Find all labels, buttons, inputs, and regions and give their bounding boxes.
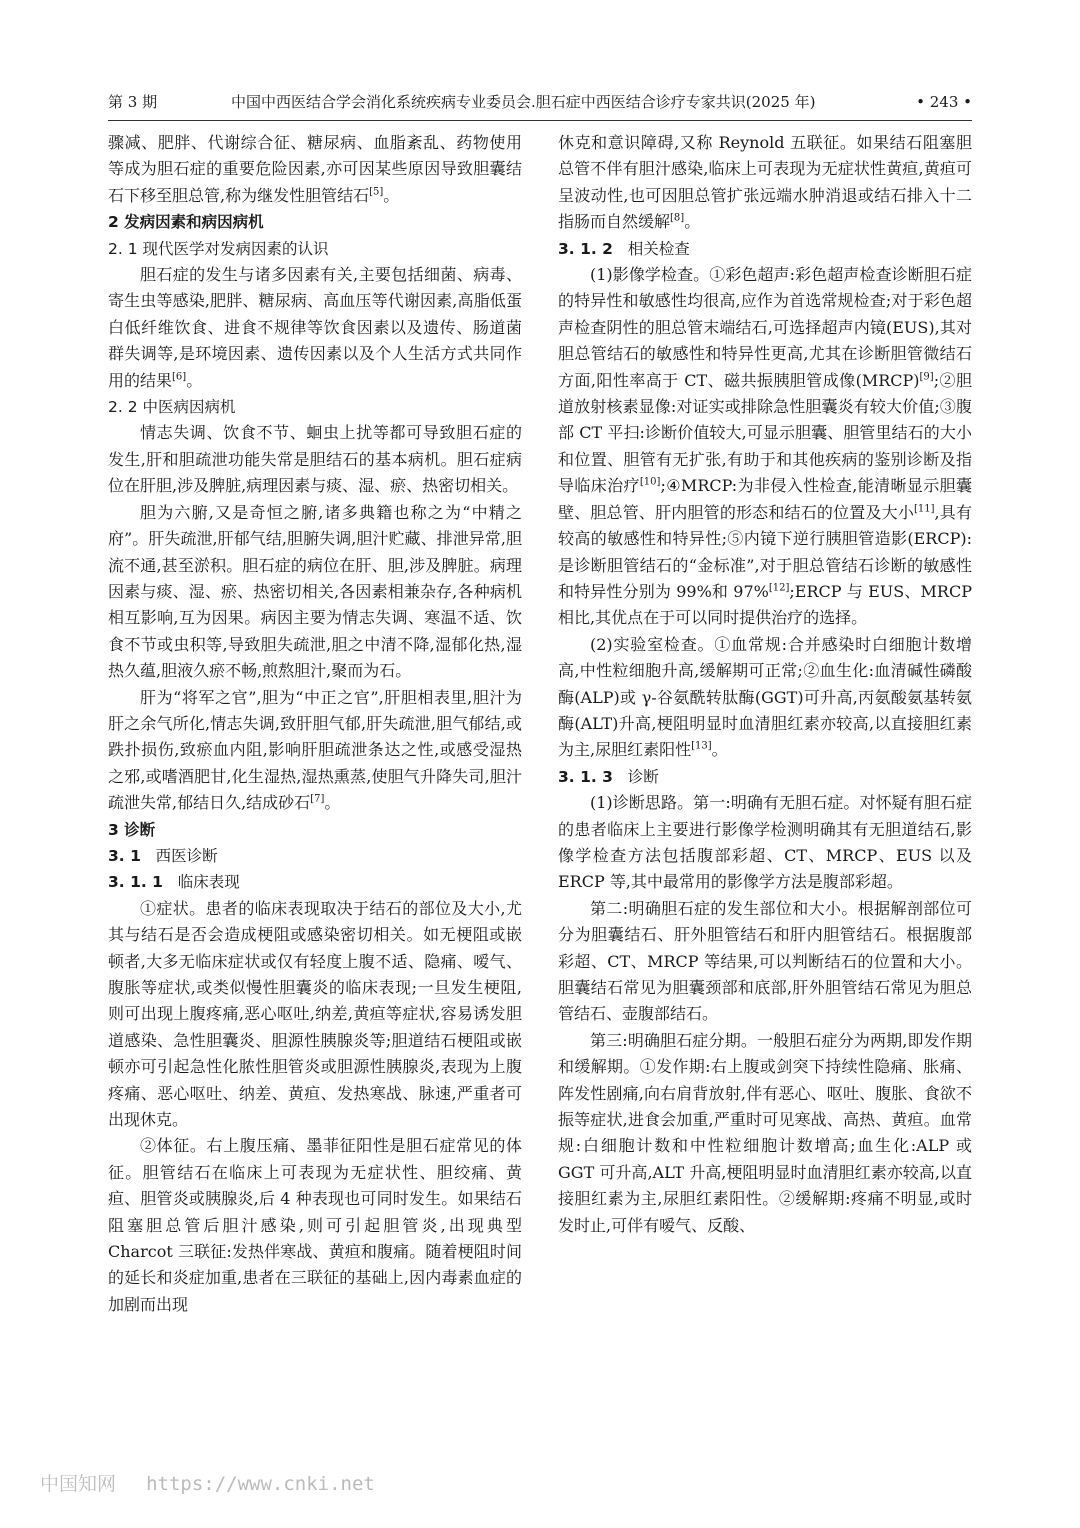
subsubsection-heading: 3. 1. 1 临床表现 [108, 873, 240, 892]
paragraph: 第三:明确胆石症分期。一般胆石症分为两期,即发作期和缓解期。①发作期:右上腹或剑突下持续性隐痛、胀痛、阵发性剧痛,向右肩背放射,伴有恶心、呕吐、腹胀、食欲不振等症状,进食会加重,严重时可见寒战、高热、黄疸。血常规:白细胞计数和中性粒细胞计数增高;血生化:ALP 或 GGT 可升高,ALT 升高,梗阻明显时血清胆红素亦较高,以直接胆红素为主,尿胆红素阳性。②缓解期:疼痛不明显,或时发时止,可伴有嗳气、反酸、 [558, 1030, 972, 1235]
watermark [40, 1472, 375, 1496]
paragraph: 胆石症的发生与诸多因素有关,主要包括细菌、病毒、寄生虫等感染,肥胖、糖尿病、高血压等代谢因素,高脂低蛋白低纤维饮食、进食不规律等饮食因素以及遗传、肠道菌群失调等,是环境因素、遗传因素以及个人生活方式共同作用的结果[6]。 [108, 265, 522, 390]
paragraph: ①症状。患者的临床表现取决于结石的部位及大小,尤其与结石是否会造成梗阻或感染密切相关。如无梗阻或嵌顿者,大多无临床症状或仅有轻度上腹不适、隐痛、嗳气、腹胀等症状,或类似慢性胆囊炎的临床表现;一旦发生梗阻,则可出现上腹疼痛,恶心呕吐,纳差,黄疸等症状,容易诱发胆道感染、急性胆囊炎、胆源性胰腺炎等;胆道结石梗阻或嵌顿亦可引起急性化脓性胆管炎或胆源性胰腺炎,表现为上腹疼痛、恶心呕吐、纳差、黄疸、发热寒战、脉速,严重者可出现休克。 [108, 898, 522, 1130]
page-number: • 243 • [916, 93, 972, 111]
paragraph: 肝为“将军之官”,胆为“中正之官”,肝胆相表里,胆汁为肝之余气所化,情志失调,致肝胆气郁,肝失疏泄,胆气郁结,或跌扑损伤,致瘀血内阻,影响肝胆疏泄条达之性,或感受湿热之邪,或嗜酒肥甘,化生湿热,湿热熏蒸,使胆气升降失司,胆汁疏泄失常,郁结日久,结成砂石[7]。 [108, 687, 522, 813]
section-heading: 3 诊断 [108, 820, 156, 839]
watermark-url[interactable]: https://www.cnki.net [146, 1473, 375, 1495]
paragraph: (1)影像学检查。①彩色超声:彩色超声检查诊断胆石症的特异性和敏感性均很高,应作为首选常规检查;对于彩色超声检查阴性的胆总管末端结石,可选择超声内镜(EUS),其对胆总管结石的敏感性和特异性更高,尤其在诊断胆管微结石方面,阳性率高于 CT、磁共振胰胆管成像(MRCP)[9];②胆道放射核素显像:对证实或排除急性胆囊炎有较大价值;③腹部 CT 平扫:诊断价值较大,可显示胆囊、胆管里结石的大小和位置、胆管有无扩张,有助于和其他疾病的鉴别诊断及指导临床治疗[10];④MRCP:为非侵入性检查,能清晰显示胆囊壁、胆总管、肝内胆管的形态和结石的位置及大小[11],具有较高的敏感性和特异性;⑤内镜下逆行胰胆管造影(ERCP):是诊断胆管结石的“金标准”,对于胆总管结石诊断的敏感性和特异性分别为 99%和 97%[12];ERCP 与 EUS、MRCP 相比,其优点在于可以同时提供治疗的选择。 [558, 265, 972, 628]
subsubsection-heading: 3. 1. 2 相关检查 [558, 239, 690, 258]
citation[interactable]: [5] [369, 186, 384, 198]
citation[interactable]: [7] [310, 793, 325, 805]
citation[interactable]: [9] [919, 371, 934, 383]
paragraph: ②体征。右上腹压痛、墨菲征阳性是胆石症常见的体征。胆管结石在临床上可表现为无症状性、胆绞痛、黄疸、胆管炎或胰腺炎,后 4 种表现也可同时发生。如果结石阻塞胆总管后胆汁感染,则可引起胆管炎,出现典型 Charcot 三联征:发热伴寒战、黄疸和腹痛。随着梗阻时间的延长和炎症加重,患者在三联征的基础上,因内毒素血症的加剧而出现 [108, 1136, 522, 1314]
paragraph: 胆为六腑,又是奇恒之腑,诸多典籍也称之为“中精之府”。肝失疏泄,肝郁气结,胆腑失调,胆汁贮藏、排泄异常,胆流不通,甚至淤积。胆石症的病位在肝、胆,涉及脾脏。病理因素与痰、湿、瘀、热密切相关,各因素相兼杂存,各种病机相互影响,互为因果。病因主要为情志失调、寒温不适、饮食不节或虫积等,导致胆失疏泄,胆之中清不降,湿郁化热,湿热久蕴,胆液久瘀不畅,煎熬胆汁,聚而为石。 [108, 502, 522, 681]
citation[interactable]: [12] [768, 582, 790, 594]
citation[interactable]: [11] [914, 503, 935, 515]
citation[interactable]: [10] [639, 476, 661, 488]
citation[interactable]: [8] [670, 212, 685, 224]
issue-number: 第 3 期 [108, 93, 158, 111]
running-header [108, 90, 972, 118]
subsubsection-heading: 3. 1. 3 诊断 [558, 767, 659, 786]
citation[interactable]: [6] [172, 371, 187, 383]
paragraph: 情志失调、饮食不节、蛔虫上扰等都可导致胆石症的发生,肝和胆疏泄功能失常是胆结石的基本病机。胆石症病位在肝胆,涉及脾脏,病理因素与痰、湿、瘀、热密切相关。 [108, 423, 522, 496]
paragraph: 第二:明确胆石症的发生部位和大小。根据解剖部位可分为胆囊结石、肝外胆管结石和肝内胆管结石。根据腹部彩超、CT、MRCP 等结果,可以判断结石的位置和大小。胆囊结石常见为胆囊颈部和底部,肝外胆管结石常见为胆总管结石、壶腹部结石。 [558, 898, 972, 1024]
paragraph: 休克和意识障碍,又称 Reynold 五联征。如果结石阻塞胆总管不伴有胆汁感染,临床上可表现为无症状性黄疸,黄疸可呈波动性,也可因胆总管扩张远端水肿消退或结石排入十二指肠而自然缓解[8]。 [558, 133, 972, 232]
running-title: 中国中西医结合学会消化系统疾病专业委员会.胆石症中西医结合诊疗专家共识(2025 年) [231, 93, 816, 111]
section-heading: 2 发病因素和病因病机 [108, 213, 264, 232]
subsection-heading: 2. 1 现代医学对发病因素的认识 [108, 239, 329, 258]
watermark-site: 中国知网 [40, 1473, 117, 1495]
paragraph: (2)实验室检查。①血常规:合并感染时白细胞计数增高,中性粒细胞升高,缓解期可正常;②血生化:血清碱性磷酸酶(ALP)或 γ-谷氨酰转肽酶(GGT)可升高,丙氨酸氨基转氨酶(ALT)升高,梗阻明显时血清胆红素亦较高,以直接胆红素为主,尿胆红素阳性[13]。 [558, 634, 972, 760]
left-column [108, 130, 522, 1318]
right-column [558, 130, 972, 1239]
header-rule [108, 120, 972, 121]
paragraph: 骤减、肥胖、代谢综合征、糖尿病、血脂紊乱、药物使用等成为胆石症的重要危险因素,亦可因某些原因导致胆囊结石下移至胆总管,称为继发性胆管结石[5]。 [108, 133, 522, 205]
subsection-heading: 3. 1 西医诊断 [108, 846, 218, 865]
paragraph: (1)诊断思路。第一:明确有无胆石症。对怀疑有胆石症的患者临床上主要进行影像学检测明确其有无胆道结石,影像学检查方法包括腹部彩超、CT、MRCP、EUS 以及 ERCP 等,其中最常用的影像学方法是腹部彩超。 [558, 793, 972, 892]
subsection-heading: 2. 2 中医病因病机 [108, 398, 236, 417]
citation[interactable]: [13] [691, 741, 712, 753]
